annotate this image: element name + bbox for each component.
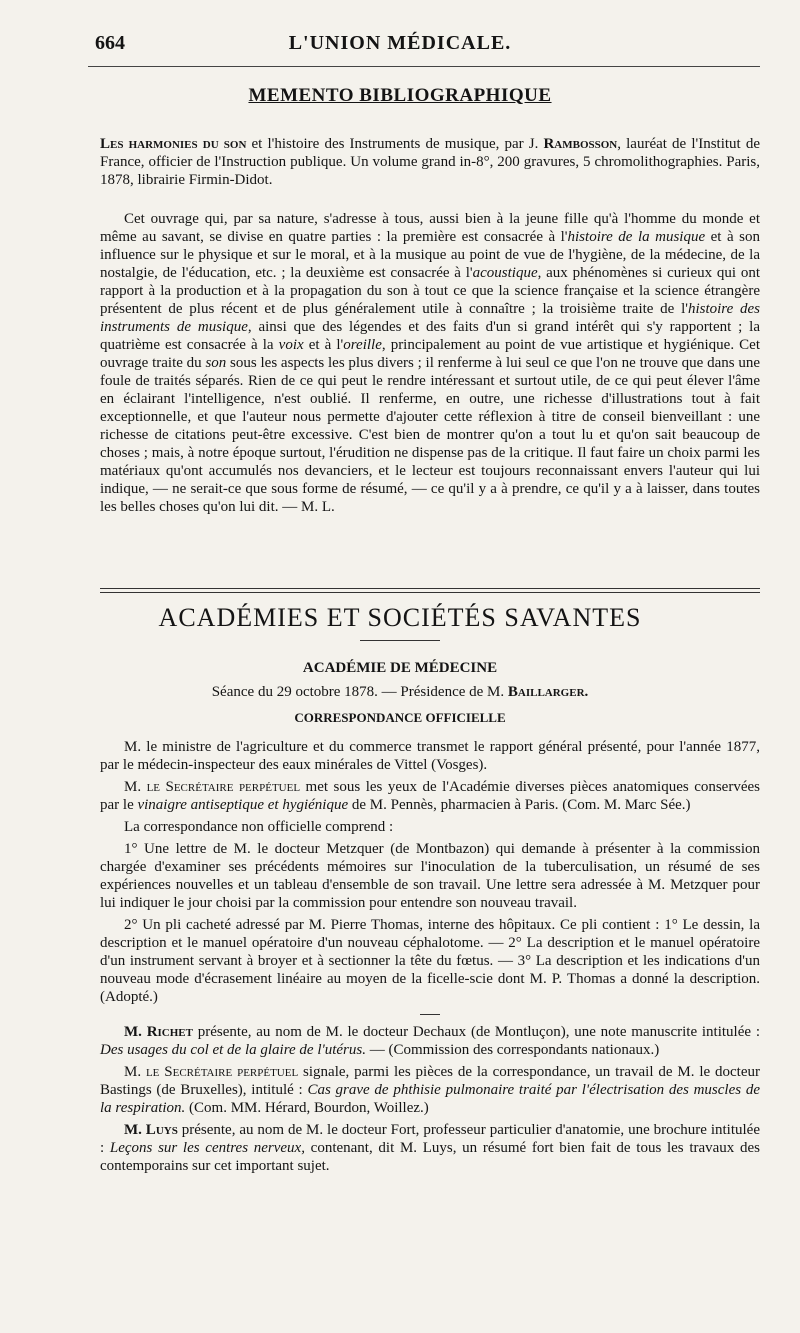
- academies-title: ACADÉMIES ET SOCIÉTÉS SAVANTES: [158, 603, 642, 632]
- page-header: [0, 30, 800, 60]
- page-number: 664: [95, 32, 125, 54]
- memento-title: MEMENTO BIBLIOGRAPHIQUE: [248, 85, 552, 106]
- non-official-intro: La correspondance non officielle comprend :: [124, 819, 394, 835]
- richet-paragraph: M. Richet présente, au nom de M. le docteur Dechaux (de Montluçon), une note manuscrite intitulée : Des usages du col et de la glaire de l'utérus. — (Commission des correspondants nationaux.): [100, 1024, 760, 1058]
- luys-paragraph: M. Luys présente, au nom de M. le docteur Fort, professeur particulier d'anatomie, une brochure intitulée : Leçons sur les centres nerveux, contenant, dit M. Luys, un résumé fort bien fait de tous les travaux des contemporains sur cet important sujet.: [100, 1122, 761, 1174]
- secretary-paragraph: M. le Secrétaire perpétuel met sous les yeux de l'Académie diverses pièces anatomiques conservées par le vinaigre antiseptique et hygiénique de M. Pennès, pharmacien à Paris. (Com. M. Marc Sée.): [100, 779, 760, 813]
- metzquer-paragraph: 1° Une lettre de M. le docteur Metzquer (de Montbazon) qui demande à présenter à la commission chargée d'examiner ses précédents mémoires sur l'inoculation de la tuberculisation, un résumé de ses expériences nouvelles et un tableau d'ensemble de son travail. Une lettre sera adressée à M. Metzquer pour lui indiquer le jour choisi par la commission pour entendre son nouveau travail.: [100, 841, 760, 911]
- header-rule: [88, 66, 760, 67]
- thomas-paragraph: 2° Un pli cacheté adressé par M. Pierre Thomas, interne des hôpitaux. Ce pli contient : 1° Le dessin, la description et le manuel opératoire d'un nouveau céphalotome. — 2° La description et le manuel opératoire d'un instrument servant à broyer et à sectionner la tête du fœtus. — 3° La description et les indications d'un nouveau mode d'écrasement linéaire au moyen de la ficelle-scie dont M. P. Thomas a donné la description. (Adopté.): [100, 917, 760, 1005]
- book-reference: Les harmonies du son et l'histoire des Instruments de musique, par J. Rambosson, lauréat de l'Institut de France, officier de l'Instruction publique. Un volume grand in-8°, 200 gravures, 5 chromolithographies. Paris, 1878, librairie Firmin-Didot.: [100, 136, 760, 188]
- running-title: L'UNION MÉDICALE.: [288, 32, 512, 54]
- academy-name: ACADÉMIE DE MÉDECINE: [302, 660, 498, 676]
- book-author: Rambosson: [543, 136, 618, 152]
- review-paragraph: Cet ouvrage qui, par sa nature, s'adresse à tous, aussi bien à la jeune fille qu'à l'homme du monde et même au savant, se divise en quatre parties : la première est consacrée à l'histoire de la musique et à son influence sur le physique et sur le moral, et à la musique au point de vue de l'hygiène, de la médecine, de la nostalgie, de l'éducation, etc. ; la deuxième est consacrée à l'acoustique, aux phénomènes si curieux qui ont rapport à la production et à la propagation du son à tout ce que la science française et la science étrangère présentent de plus récent et de plus généralement utile à connaître ; la troisième traite de l'histoire des instruments de musique, ainsi que des légendes et des faits d'un si grand intérêt qui s'y rapportent ; la quatrième est consacrée à la voix et à l'oreille, principalement au point de vue artistique et hygiénique. Cet ouvrage traite du son sous les aspects les plus divers ; il renferme à lui seul ce que l'on ne trouve que dans une foule de traités séparés. Rien de ce qui peut le rendre intéressant et surtout utile, de ce qui peut élever l'âme en éclairant l'intelligence, n'est oublié. Il renferme, en outre, une richesse d'illustrations tout à fait exceptionnelle, et que l'auteur nous permette d'ajouter cette réflexion à titre de conseil bienveillant : une richesse de citations peut-être excessive. C'est bien de montrer qu'on a tout lu et qu'on sait beaucoup de choses ; mais, à notre époque surtout, l'érudition ne dispense pas de la critique. Il faut faire un choix parmi les matériaux qu'ont accumulés nos devanciers, et le lecteur est toujours reconnaissant envers l'auteur qui lui indique, — ne serait-ce que sous forme de résumé, — ce qu'il y a à prendre, ce qu'il y a à laisser, dans toutes les belles choses qu'on lui dit. — M. L.: [100, 211, 761, 515]
- book-title: Les harmonies du son: [100, 136, 247, 152]
- president-name: Baillarger.: [507, 684, 589, 700]
- correspondance-heading: CORRESPONDANCE OFFICIELLE: [294, 710, 506, 725]
- short-dash: [420, 1014, 440, 1015]
- bastings-paragraph: M. le Secrétaire perpétuel signale, parmi les pièces de la correspondance, un travail de M. le docteur Bastings (de Bruxelles), intitulé : Cas grave de phthisie pulmonaire traité par l'électrisation des muscles de la respiration. (Com. MM. Hérard, Bourdon, Woillez.): [100, 1064, 760, 1116]
- section-rule-top: [100, 588, 760, 589]
- title-underline: [360, 640, 440, 641]
- section-rule-bottom: [100, 592, 760, 593]
- minister-paragraph: M. le ministre de l'agriculture et du commerce transmet le rapport général présenté, pour l'année 1877, par le médecin-inspecteur des eaux minérales de Vittel (Vosges).: [100, 739, 760, 773]
- correspondance-body: [100, 738, 760, 1179]
- seance-line: Séance du 29 octobre 1878. — Présidence de M. Baillarger.: [211, 684, 589, 700]
